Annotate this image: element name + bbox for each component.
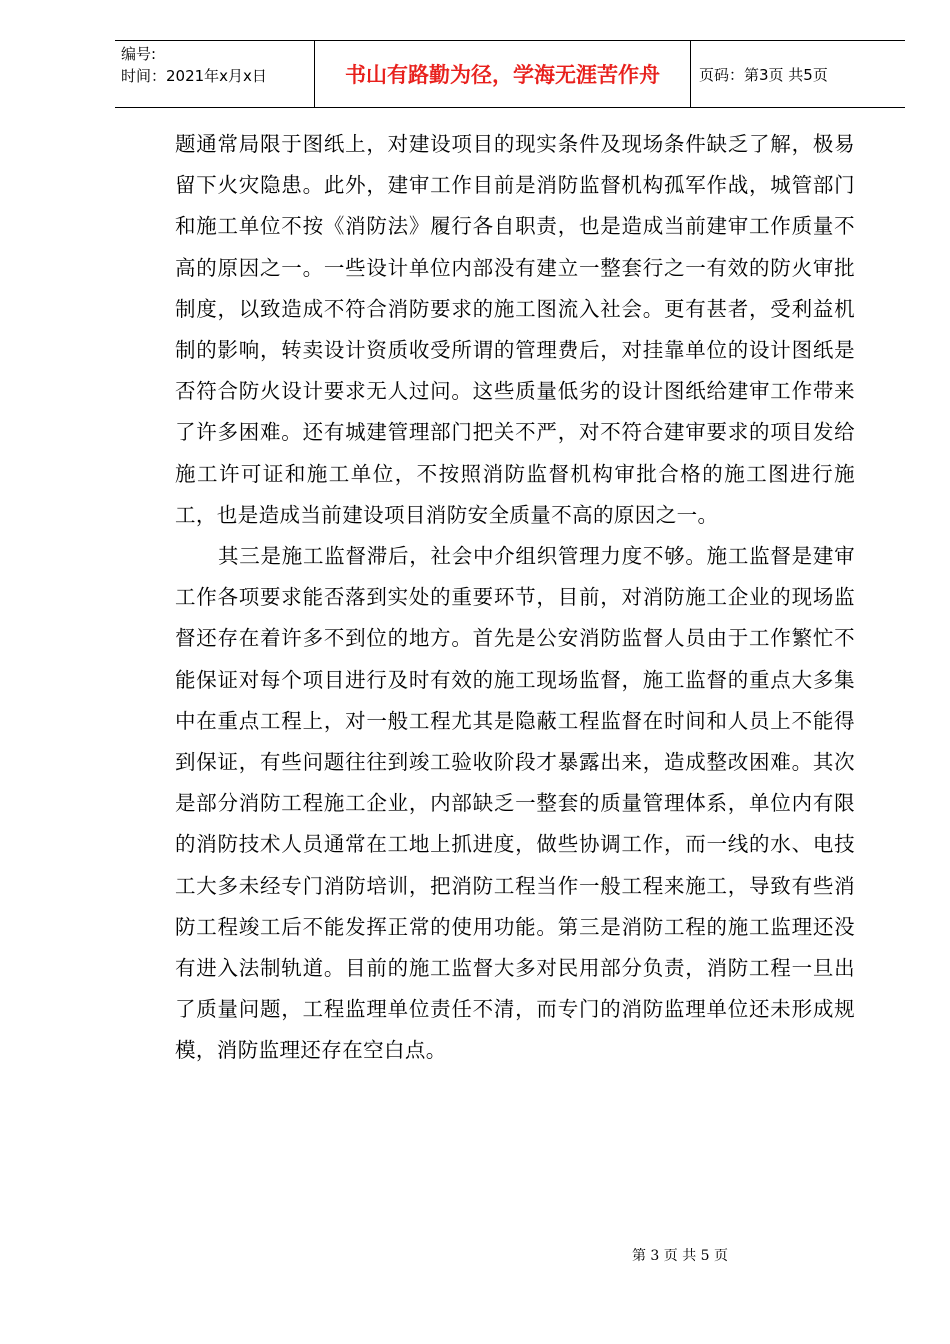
- time-label: 时间：2021年x月x日: [121, 67, 267, 85]
- page-header: [115, 40, 905, 108]
- header-meta: [115, 41, 315, 107]
- paragraph-continued: 题通常局限于图纸上，对建设项目的现实条件及现场条件缺乏了解，极易留下火灾隐患。此外，建审工作目前是消防监督机构孤军作战，城管部门和施工单位不按《消防法》履行各自职责，也是造成当前建审工作质量不高的原因之一。一些设计单位内部没有建立一整套行之一有效的防火审批制度，以致造成不符合消防要求的施工图流入社会。更有甚者，受利益机制的影响，转卖设计资质收受所谓的管理费后，对挂靠单位的设计图纸是否符合防火设计要求无人过问。这些质量低劣的设计图纸给建审工作带来了许多困难。还有城建管理部门把关不严，对不符合建审要求的项目发给施工许可证和施工单位，不按照消防监督机构审批合格的施工图进行施工，也是造成当前建设项目消防安全质量不高的原因之一。: [175, 132, 855, 527]
- paragraph-third-point: 其三是施工监督滞后，社会中介组织管理力度不够。施工监督是建审工作各项要求能否落到实处的重要环节，目前，对消防施工企业的现场监督还存在着许多不到位的地方。首先是公安消防监督人员由于工作繁忙不能保证对每个项目进行及时有效的施工现场监督，施工监督的重点大多集中在重点工程上，对一般工程尤其是隐蔽工程监督在时间和人员上不能得到保证，有些问题往往到竣工验收阶段才暴露出来，造成整改困难。其次是部分消防工程施工企业，内部缺乏一整套的质量管理体系，单位内有限的消防技术人员通常在工地上抓进度，做些协调工作，而一线的水、电技工大多未经专门消防培训，把消防工程当作一般工程来施工，导致有些消防工程竣工后不能发挥正常的使用功能。第三是消防工程的施工监理还没有进入法制轨道。目前的施工监督大多对民用部分负责，消防工程一旦出了质量问题，工程监理单位责任不清，而专门的消防监理单位还未形成规模，消防监理还存在空白点。: [175, 544, 855, 1063]
- page-footer: 第 3 页 共 5 页: [631, 1248, 729, 1264]
- document-body: [175, 124, 855, 1072]
- header-motto: 书山有路勤为径，学海无涯苦作舟: [315, 41, 691, 107]
- number-label: 编号:: [121, 45, 157, 63]
- header-page-info: 页码：第3页 共5页: [699, 65, 828, 84]
